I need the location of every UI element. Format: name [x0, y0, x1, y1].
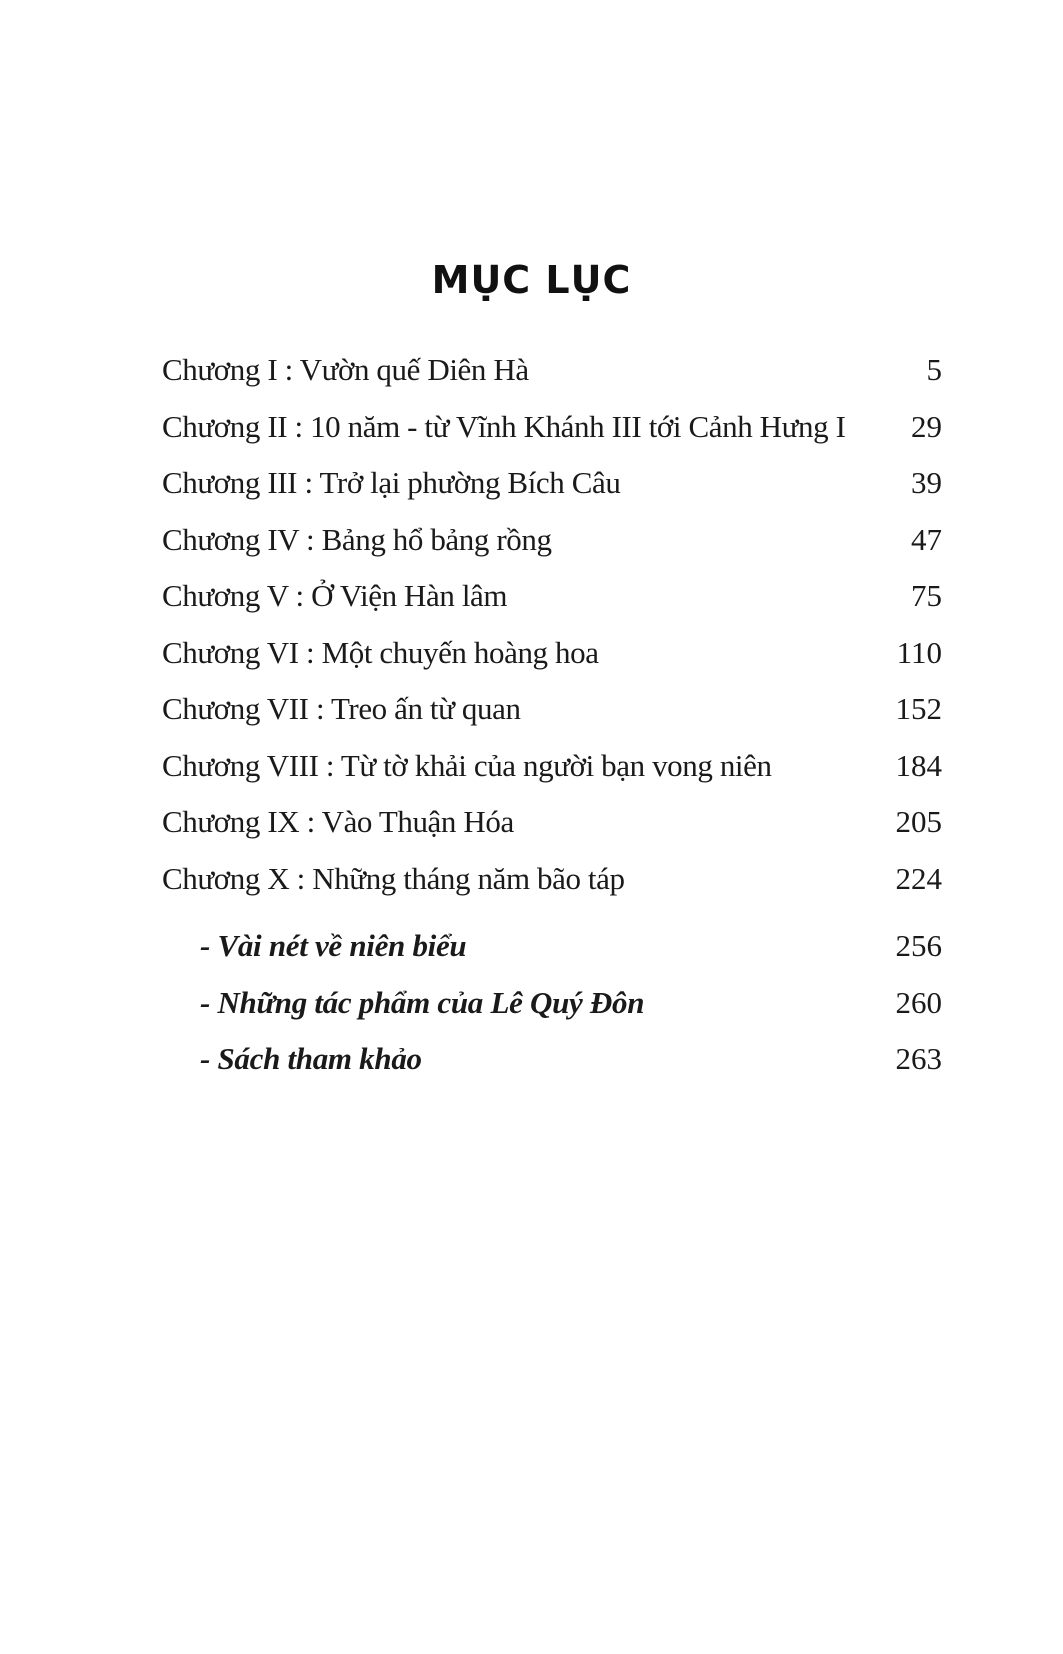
toc-entry-chapter-2 [162, 407, 942, 464]
table-of-contents [162, 350, 942, 1096]
toc-entry-page-number: 152 [895, 691, 942, 726]
toc-entry-label: Chương V : Ở Viện Hàn lâm [162, 578, 508, 613]
page-title: MỤC LỤC [431, 258, 632, 302]
toc-entry-label: - Sách tham khảo [200, 1041, 422, 1076]
toc-entry-appendix-1 [162, 926, 942, 983]
toc-entry-page-number: 256 [895, 928, 942, 963]
toc-entry-label: Chương VI : Một chuyến hoàng hoa [162, 634, 599, 670]
toc-entry-page-number: 224 [895, 860, 942, 896]
toc-entry-page-number: 5 [926, 352, 942, 387]
toc-entry-chapter-10 [162, 859, 942, 916]
toc-entry-page-number: 260 [895, 984, 942, 1020]
toc-entry-page-number: 205 [895, 804, 942, 839]
toc-entry-chapter-3 [162, 463, 942, 520]
toc-entry-label: Chương IX : Vào Thuận Hóa [162, 804, 514, 839]
toc-entry-page-number: 75 [911, 578, 942, 613]
toc-entry-appendix-2 [162, 983, 942, 1040]
toc-entry-label: Chương IV : Bảng hổ bảng rồng [162, 521, 552, 557]
toc-entry-page-number: 39 [911, 465, 942, 500]
toc-entry-chapter-6 [162, 633, 942, 690]
toc-entry-page-number: 184 [895, 747, 942, 783]
toc-entry-page-number: 29 [911, 408, 942, 444]
toc-entry-label: Chương X : Những tháng năm bão táp [162, 860, 625, 896]
toc-entry-label: Chương VII : Treo ấn từ quan [162, 691, 521, 726]
toc-entry-page-number: 47 [911, 521, 942, 557]
toc-entry-label: - Vài nét về niên biểu [200, 928, 467, 963]
toc-entry-chapter-8 [162, 746, 942, 803]
toc-entry-chapter-1 [162, 350, 942, 407]
toc-entry-label: Chương II : 10 năm - từ Vĩnh Khánh III tới Cảnh Hưng I [162, 408, 846, 444]
toc-entry-chapter-5 [162, 576, 942, 633]
toc-entry-page-number: 263 [895, 1041, 942, 1076]
toc-entry-label: - Những tác phẩm của Lê Quý Đôn [200, 984, 645, 1020]
toc-entry-chapter-4 [162, 520, 942, 577]
toc-entry-appendix-3 [162, 1039, 942, 1096]
toc-entry-label: Chương VIII : Từ tờ khải của người bạn vong niên [162, 747, 772, 783]
appendix-list [162, 926, 942, 1096]
toc-entry-page-number: 110 [896, 634, 942, 670]
toc-entry-chapter-7 [162, 689, 942, 746]
toc-entry-chapter-9 [162, 802, 942, 859]
toc-entry-label: Chương III : Trở lại phường Bích Câu [162, 465, 621, 500]
toc-entry-label: Chương I : Vườn quế Diên Hà [162, 352, 529, 387]
